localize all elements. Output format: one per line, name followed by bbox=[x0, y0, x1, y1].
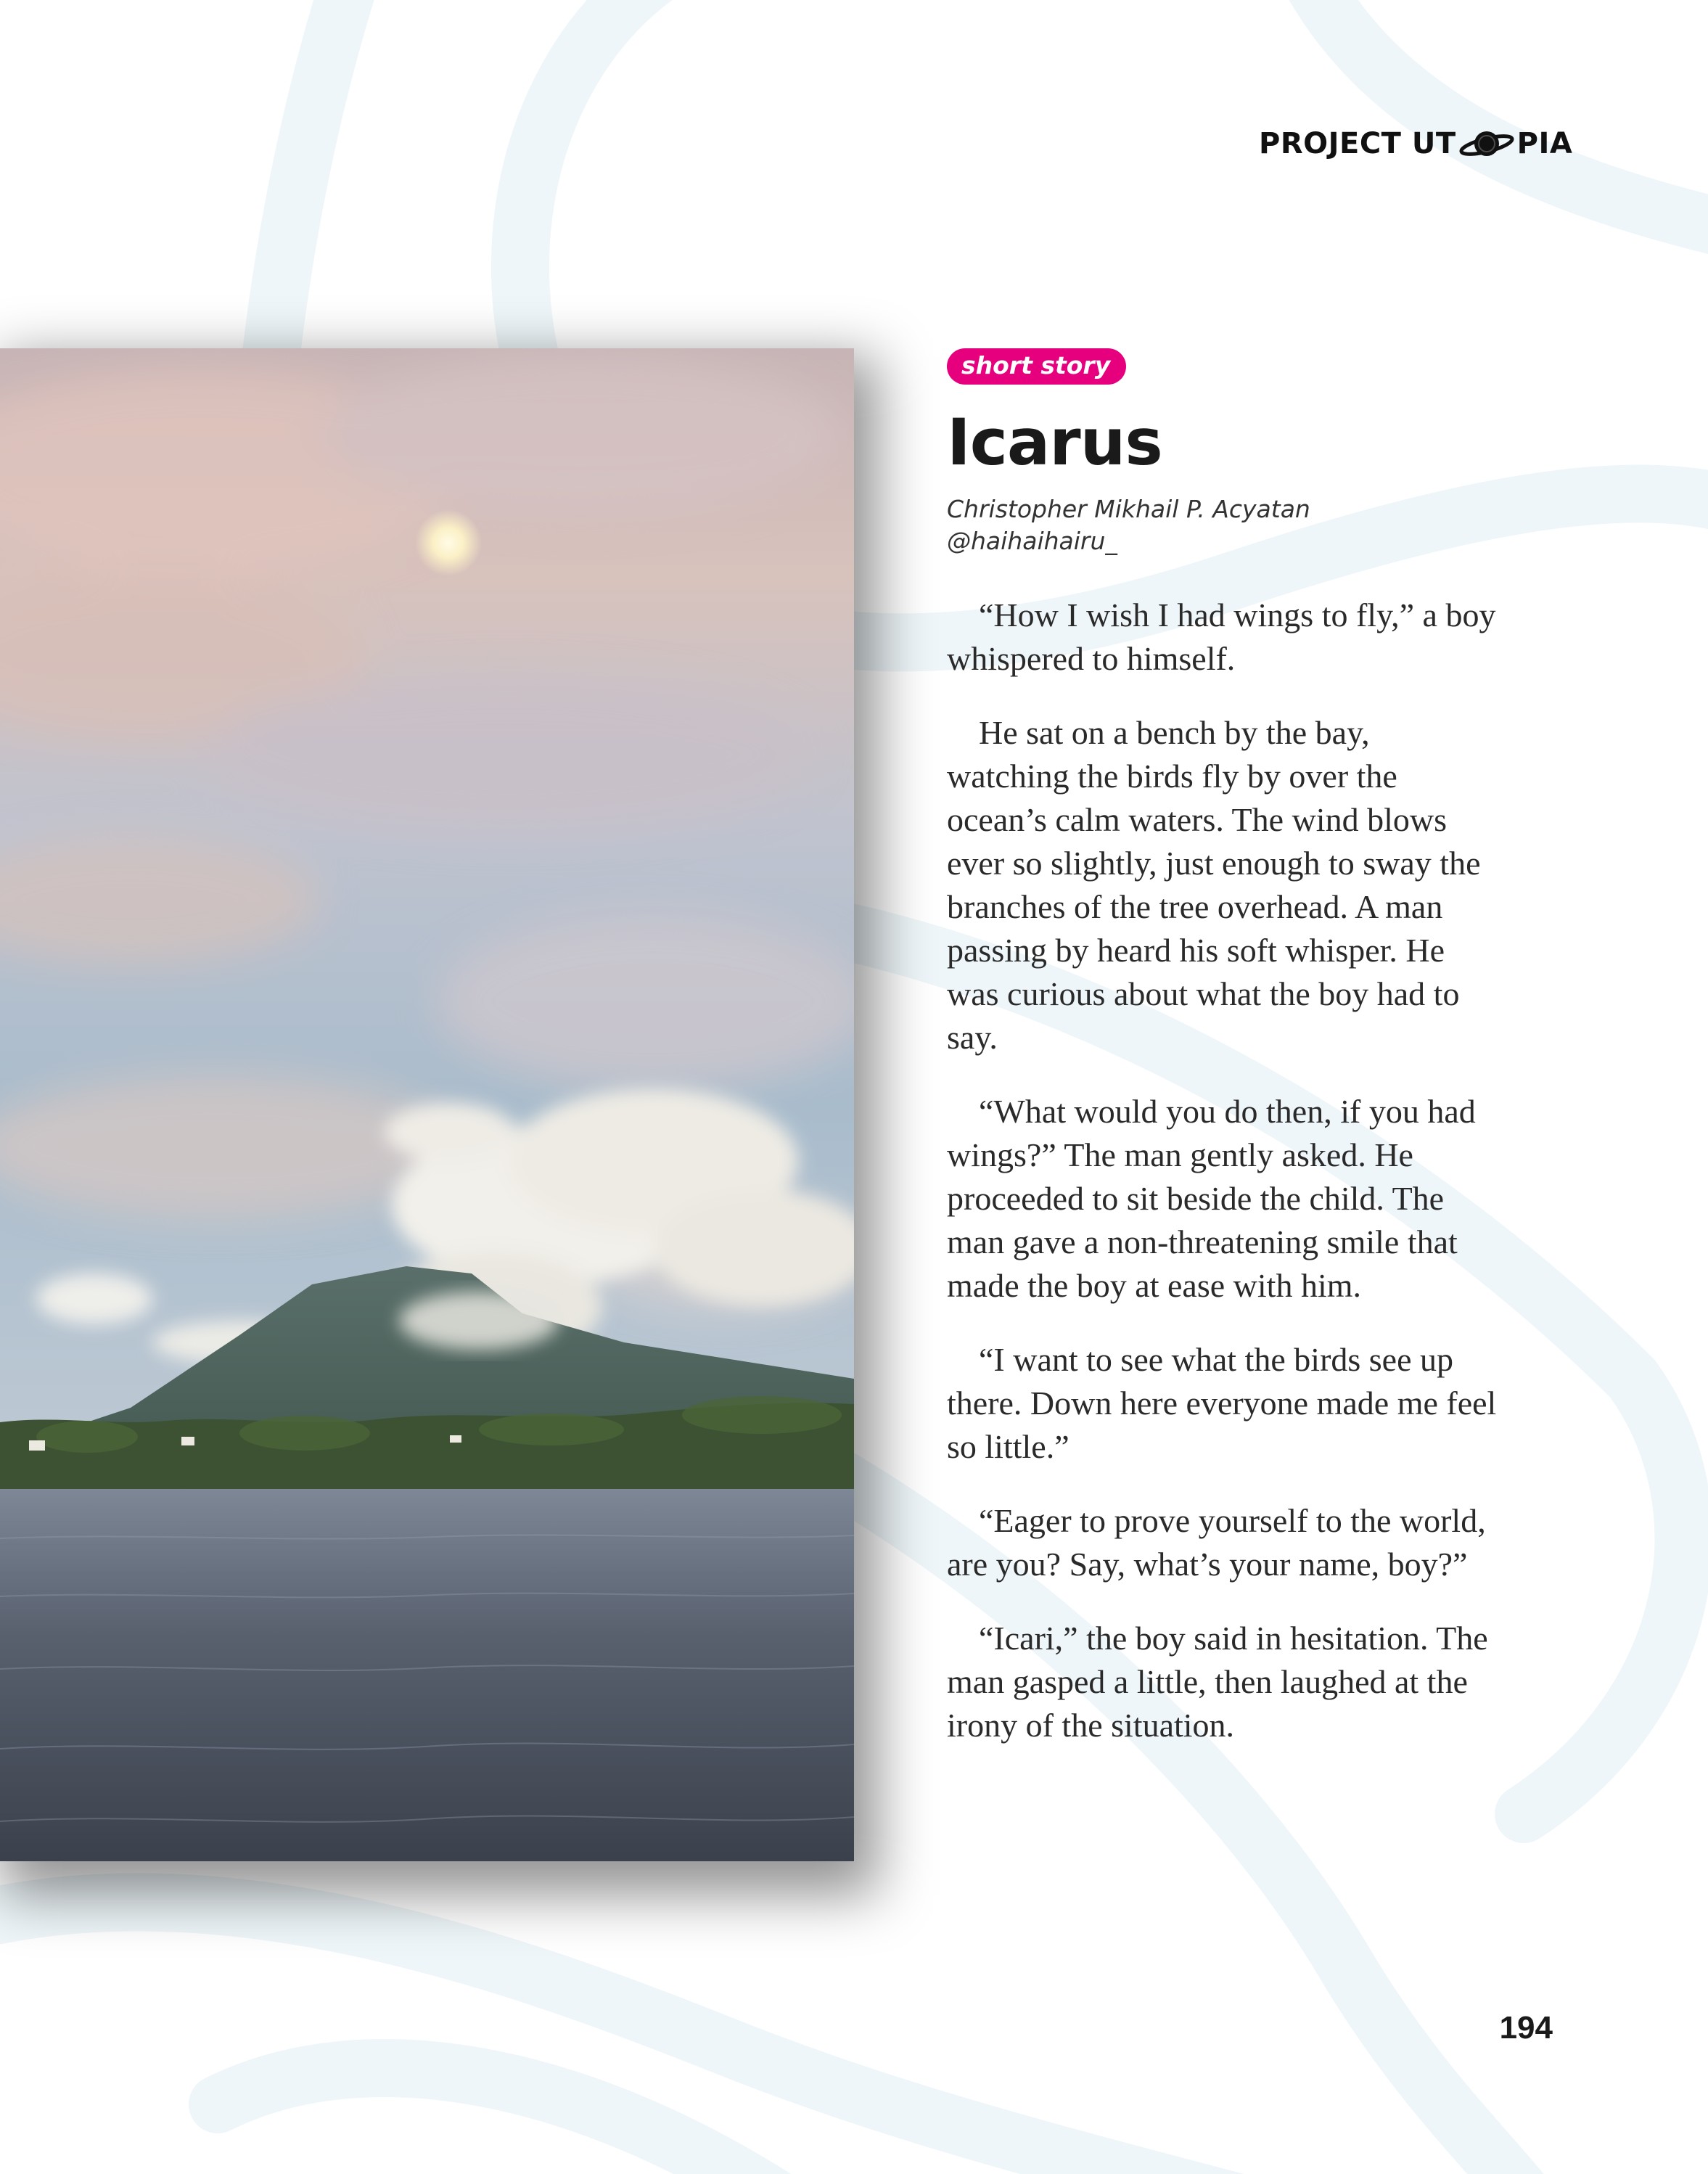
saturn-planet-icon bbox=[1458, 122, 1516, 165]
story-paragraph: “I want to see what the birds see up there. Down here everyone made me feel so little.” bbox=[947, 1341, 1497, 1465]
author-handle: @haihaihairu_ bbox=[947, 527, 1117, 555]
story-body bbox=[947, 594, 1498, 1747]
page-number: 194 bbox=[1499, 2010, 1553, 2046]
brand-logo bbox=[1259, 122, 1572, 165]
author-name: Christopher Mikhail P. Acyatan bbox=[947, 495, 1310, 523]
story-paragraph: “Eager to prove yourself to the world, are you? Say, what’s your name, boy?” bbox=[947, 1502, 1486, 1583]
category-tag: short story bbox=[947, 348, 1126, 385]
story-paragraph: “Icari,” the boy said in hesitation. The man gasped a little, then laughed at the irony of the situation. bbox=[947, 1620, 1488, 1744]
story-paragraph: “What would you do then, if you had wings?” The man gently asked. He proceeded to sit beside the child. The man gave a non-threatening smile that made the boy at ease with him. bbox=[947, 1093, 1476, 1304]
story-title: Icarus bbox=[947, 405, 1162, 480]
article-column bbox=[947, 348, 1498, 1778]
brand-name-prefix: PROJECT UT bbox=[1259, 127, 1456, 160]
volcano-bay-photo bbox=[0, 348, 854, 1861]
brand-name-suffix: PIA bbox=[1516, 127, 1573, 160]
story-paragraph: “How I wish I had wings to fly,” a boy whispered to himself. bbox=[947, 596, 1496, 677]
story-paragraph: He sat on a bench by the bay, watching the birds fly by over the ocean’s calm waters. The wind blows ever so slightly, just enough to sway the branches of the tree overhead. A man passing by heard his soft whisper. He was curious about what the boy had to say. bbox=[947, 714, 1481, 1056]
